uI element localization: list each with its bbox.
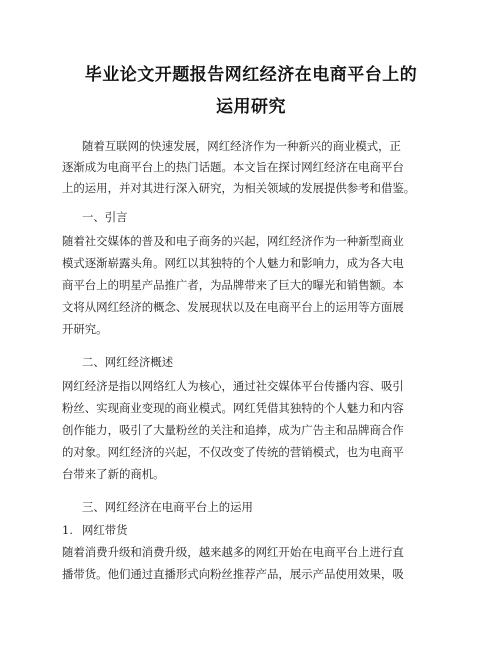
subsection-number: 1. — [62, 523, 73, 537]
section-3-line-2: 播带货。他们通过直播形式向粉丝推荐产品，展示产品使用效果，吸 — [62, 567, 404, 581]
abstract-line-2: 逐渐成为电商平台上的热门话题。本文旨在探讨网红经济在电商平台 — [62, 160, 404, 174]
abstract-line-1: 随着互联网的快速发展，网红经济作为一种新兴的商业模式，正 — [82, 139, 401, 153]
section-3-line-1: 随着消费升级和消费升级，越来越多的网红开始在电商平台上进行直 — [62, 545, 404, 559]
section-2-line-1: 网红经济是指以网络红人为核心，通过社交媒体平台传播内容、吸引 — [62, 379, 404, 393]
section-1-line-2: 模式逐渐崭露头角。网红以其独特的个人魅力和影响力，成为各大电 — [62, 256, 404, 270]
section-1-line-5: 开研究。 — [62, 322, 108, 336]
subsection-heading-livestream — [62, 523, 128, 537]
section-heading-intro: 一、引言 — [82, 210, 128, 224]
section-1-line-1: 随着社交媒体的普及和电子商务的兴起，网红经济作为一种新型商业 — [62, 234, 404, 248]
section-2-line-2: 粉丝、实现商业变现的商业模式。网红凭借其独特的个人魅力和内容 — [62, 401, 404, 415]
section-heading-overview: 二、网红经济概述 — [82, 355, 174, 369]
section-2-line-4: 的对象。网红经济的兴起，不仅改变了传统的营销模式，也为电商平 — [62, 445, 404, 459]
section-2-line-3: 创作能力，吸引了大量粉丝的关注和追捧，成为广告主和品牌商合作 — [62, 423, 404, 437]
document-title-line-1: 毕业论文开题报告网红经济在电商平台上的 — [84, 65, 418, 85]
abstract-line-3: 上的运用，并对其进行深入研究，为相关领域的发展提供参考和借鉴。 — [62, 181, 416, 195]
section-heading-application: 三、网红经济在电商平台上的运用 — [82, 500, 253, 514]
section-1-line-3: 商平台上的明星产品推广者，为品牌带来了巨大的曝光和销售额。本 — [62, 278, 404, 292]
subsection-title: 网红带货 — [82, 523, 128, 537]
document-title-line-2: 运用研究 — [216, 97, 286, 117]
section-2-line-5: 台带来了新的商机。 — [62, 467, 165, 481]
section-1-line-4: 文将从网红经济的概念、发展现状以及在电商平台上的运用等方面展 — [62, 300, 404, 314]
